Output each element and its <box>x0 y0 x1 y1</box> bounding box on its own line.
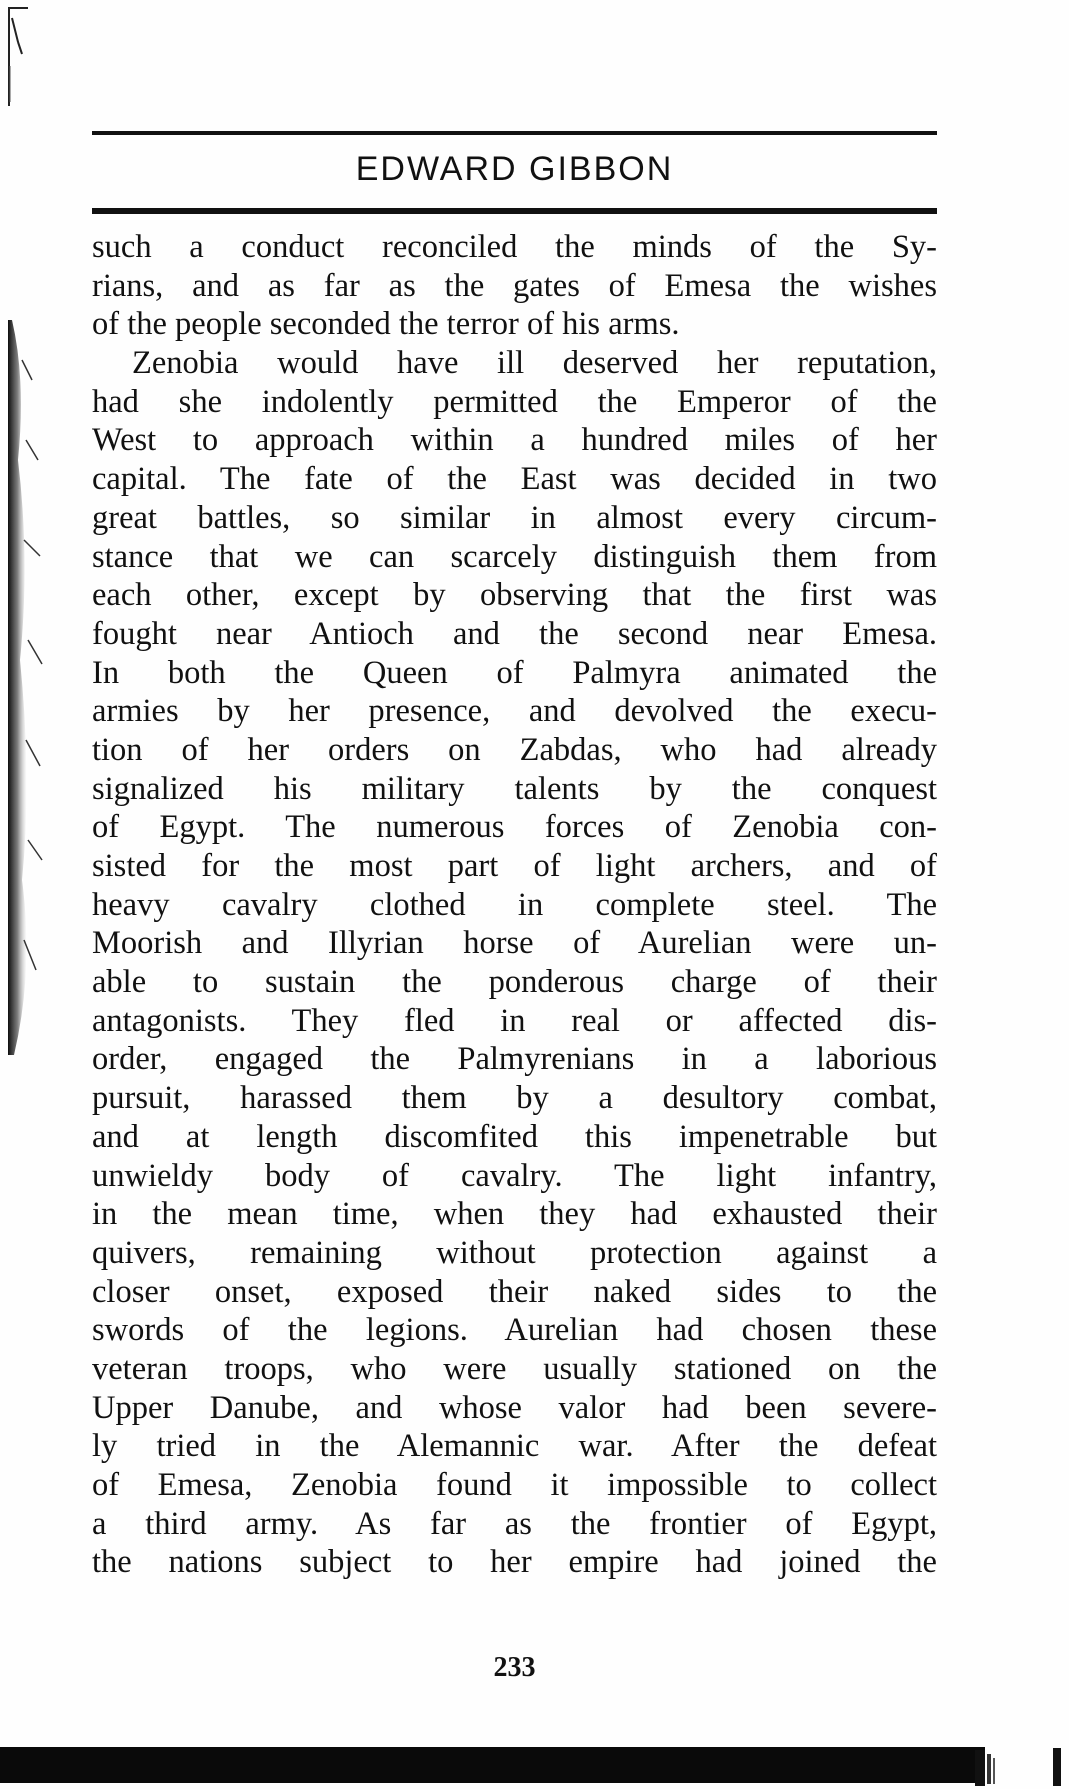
page-number: 233 <box>493 1652 536 1683</box>
text-line: West to approach within a hundred miles of her <box>92 422 937 459</box>
scan-corner-mark <box>6 6 32 116</box>
text-line: in the mean time, when they had exhausted their <box>92 1196 937 1233</box>
text-line: sisted for the most part of light archers, and of <box>92 848 937 884</box>
header-rule-top <box>92 131 937 135</box>
text-line: swords of the legions. Aurelian had chosen these <box>92 1312 937 1349</box>
text-line: able to sustain the ponderous charge of their <box>92 964 937 1001</box>
text-line: unwieldy body of cavalry. The light infantry, <box>92 1157 937 1194</box>
text-line: and at length discomfited this impenetrable but <box>92 1118 937 1155</box>
binding-shadow <box>8 320 48 1055</box>
text-line: Zenobia would have ill deserved her reputation, <box>132 345 937 382</box>
text-line: capital. The fate of the East was decided in two <box>92 461 937 498</box>
body-text <box>92 228 937 1582</box>
text-line: signalized his military talents by the conquest <box>92 770 937 807</box>
text-line: stance that we can scarcely distinguish them from <box>92 538 937 575</box>
text-line: such a conduct reconciled the minds of the Sy- <box>92 229 937 265</box>
scan-bottom-edge <box>0 1747 985 1783</box>
text-line: ly tried in the Alemannic war. After the defeat <box>92 1428 937 1465</box>
text-line: order, engaged the Palmyrenians in a laborious <box>92 1041 937 1078</box>
text-line: tion of her orders on Zabdas, who had already <box>92 731 937 768</box>
text-line: pursuit, harassed them by a desultory combat, <box>92 1080 937 1117</box>
text-line: had she indolently permitted the Emperor of the <box>92 383 937 420</box>
text-line: heavy cavalry clothed in complete steel. The <box>92 886 937 923</box>
text-line: Upper Danube, and whose valor had been severe- <box>92 1389 937 1426</box>
text-line: veteran troops, who were usually stationed on the <box>92 1350 937 1387</box>
text-line: antagonists. They fled in real or affected dis- <box>92 1002 937 1039</box>
scan-edge-marks <box>975 1744 1069 1788</box>
text-line: closer onset, exposed their naked sides to the <box>92 1273 937 1310</box>
text-line: great battles, so similar in almost every circum- <box>92 499 937 536</box>
text-line: rians, and as far as the gates of Emesa the wishes <box>92 267 937 304</box>
text-line: of the people seconded the terror of his arms. <box>92 306 680 343</box>
text-line: of Egypt. The numerous forces of Zenobia con- <box>92 809 937 846</box>
text-line: armies by her presence, and devolved the execu- <box>92 693 937 730</box>
text-line: of Emesa, Zenobia found it impossible to collect <box>92 1467 937 1503</box>
running-head: EDWARD GIBBON <box>355 150 674 188</box>
text-line: fought near Antioch and the second near Emesa. <box>92 615 937 652</box>
text-line: the nations subject to her empire had joined the <box>92 1544 937 1581</box>
text-line: Moorish and Illyrian horse of Aurelian were un- <box>92 925 937 962</box>
text-line: In both the Queen of Palmyra animated the <box>92 654 937 691</box>
header-rule-bottom <box>92 208 937 214</box>
text-line: a third army. As far as the frontier of Egypt, <box>92 1505 937 1542</box>
text-line: quivers, remaining without protection against a <box>92 1234 937 1271</box>
text-line: each other, except by observing that the first was <box>92 577 937 614</box>
